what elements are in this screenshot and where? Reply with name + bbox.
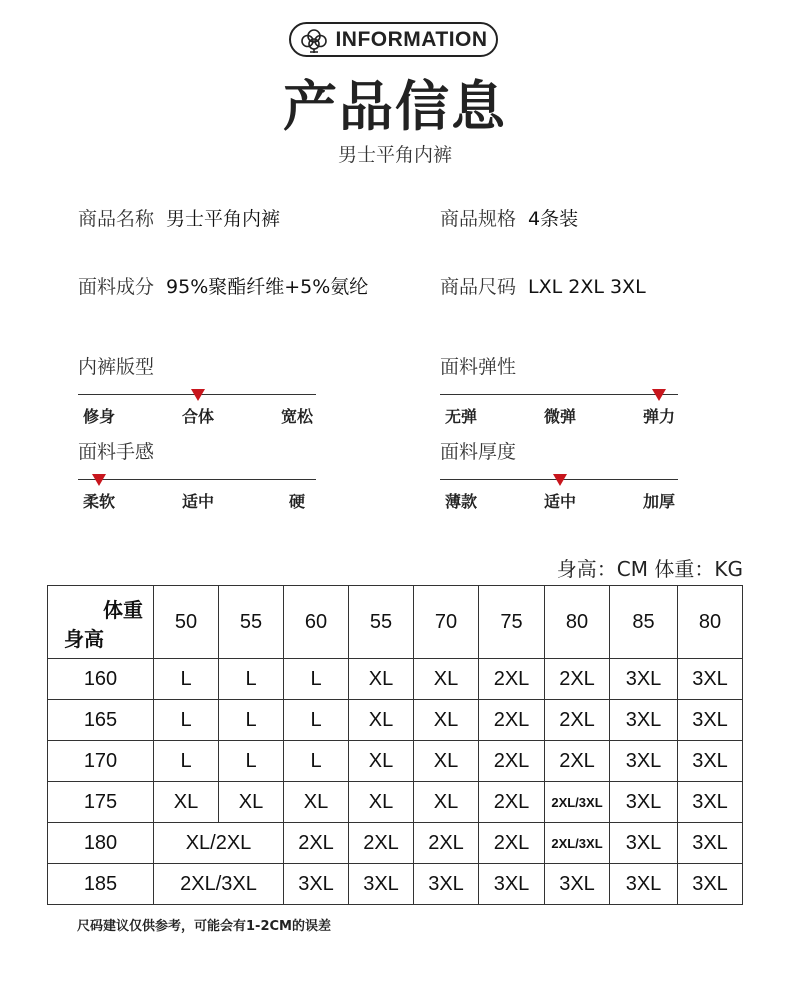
info-fabric-label: 面料成分 — [78, 276, 155, 298]
scale-fit-marker — [191, 389, 205, 401]
scale-elasticity-tick-1: 微弹 — [544, 407, 577, 426]
scale-elasticity-tick-2: 弹力 — [643, 407, 676, 426]
size-cell: L — [284, 659, 349, 700]
size-cell: 2XL — [414, 823, 479, 864]
size-cell: 3XL — [349, 864, 414, 905]
height-cell: 160 — [48, 659, 154, 700]
size-cell: 3XL — [678, 700, 743, 741]
size-cell: 3XL — [678, 864, 743, 905]
size-cell: 3XL — [284, 864, 349, 905]
table-row — [48, 782, 743, 823]
size-cell: XL — [349, 659, 414, 700]
size-cell: 3XL — [610, 659, 678, 700]
info-spec-label: 商品规格 — [440, 208, 517, 230]
scale-thickness-label: 面料厚度 — [440, 441, 517, 463]
height-header: 身高 — [64, 629, 104, 651]
height-cell: 180 — [48, 823, 154, 864]
size-cell: 2XL — [545, 741, 610, 782]
size-cell: 3XL — [610, 700, 678, 741]
weight-cell: 70 — [414, 586, 479, 659]
size-cell: L — [219, 659, 284, 700]
size-cell: XL — [349, 741, 414, 782]
size-cell-merged: XL/2XL — [154, 823, 284, 864]
size-cell: 2XL/3XL — [545, 782, 610, 823]
page-title: 产品信息 — [283, 75, 507, 138]
table-header-row — [48, 586, 743, 659]
weight-cell: 60 — [284, 586, 349, 659]
size-cell: XL — [154, 782, 219, 823]
scale-feel-tick-2: 硬 — [289, 492, 306, 511]
info-size — [440, 272, 646, 299]
size-cell: 3XL — [610, 823, 678, 864]
scale-thickness-marker — [553, 474, 567, 486]
info-fabric-value: 95%聚酯纤维+5%氨纶 — [166, 276, 369, 298]
size-cell: 3XL — [610, 782, 678, 823]
weight-header: 体重 — [103, 600, 143, 622]
table-row — [48, 864, 743, 905]
size-cell: 3XL — [678, 823, 743, 864]
size-cell: 3XL — [545, 864, 610, 905]
size-cell: XL — [414, 782, 479, 823]
weight-cell: 75 — [479, 586, 545, 659]
size-cell: XL — [349, 700, 414, 741]
size-cell: 2XL — [479, 659, 545, 700]
scale-fit-tick-1: 合体 — [182, 407, 215, 426]
scale-fit-tick-2: 宽松 — [281, 407, 314, 426]
info-name-value: 男士平角内裤 — [166, 208, 281, 230]
info-name — [78, 204, 280, 231]
size-cell: 3XL — [414, 864, 479, 905]
scale-fit-label: 内裤版型 — [78, 356, 155, 378]
scale-thickness-tick-1: 适中 — [544, 492, 577, 511]
size-cell: 3XL — [610, 864, 678, 905]
height-cell: 175 — [48, 782, 154, 823]
table-row — [48, 741, 743, 782]
scale-thickness-tick-0: 薄款 — [445, 492, 478, 511]
scale-feel-label: 面料手感 — [78, 441, 155, 463]
size-cell: XL — [284, 782, 349, 823]
scale-elasticity-marker — [652, 389, 666, 401]
size-cell: XL — [414, 700, 479, 741]
size-cell-merged: 2XL/3XL — [154, 864, 284, 905]
size-cell: 3XL — [610, 741, 678, 782]
scale-thickness-tick-2: 加厚 — [643, 492, 676, 511]
size-cell: L — [219, 700, 284, 741]
size-cell: 3XL — [479, 864, 545, 905]
table-row — [48, 659, 743, 700]
size-cell: XL — [414, 741, 479, 782]
info-size-label: 商品尺码 — [440, 276, 517, 298]
weight-cell: 55 — [219, 586, 284, 659]
size-cell: 3XL — [678, 782, 743, 823]
size-cell: XL — [349, 782, 414, 823]
scale-feel-tick-1: 适中 — [182, 492, 215, 511]
size-cell: L — [154, 659, 219, 700]
size-cell: L — [284, 700, 349, 741]
size-cell: 2XL — [479, 741, 545, 782]
size-cell: 2XL — [545, 700, 610, 741]
size-cell: L — [154, 741, 219, 782]
height-cell: 185 — [48, 864, 154, 905]
size-cell: XL — [414, 659, 479, 700]
size-cell: L — [284, 741, 349, 782]
scale-fit-tick-0: 修身 — [83, 407, 116, 426]
weight-cell: 80 — [545, 586, 610, 659]
scale-elasticity-line — [440, 394, 678, 395]
scale-elasticity-tick-0: 无弹 — [445, 407, 478, 426]
size-cell: 3XL — [678, 659, 743, 700]
units-caption: 身高：CM 体重：KG — [556, 557, 743, 581]
size-table — [47, 585, 743, 905]
info-fabric — [78, 272, 368, 299]
info-spec-value: 4条装 — [528, 208, 579, 230]
height-cell: 170 — [48, 741, 154, 782]
info-spec — [440, 204, 578, 231]
size-cell: XL — [219, 782, 284, 823]
scale-elasticity-label: 面料弹性 — [440, 356, 517, 378]
scale-feel-marker — [92, 474, 106, 486]
table-row — [48, 823, 743, 864]
size-cell: 2XL — [479, 782, 545, 823]
weight-cell: 85 — [610, 586, 678, 659]
table-row — [48, 700, 743, 741]
information-badge — [289, 22, 498, 57]
size-cell: L — [154, 700, 219, 741]
height-cell: 165 — [48, 700, 154, 741]
cotton-flower-icon — [299, 26, 329, 54]
size-cell: 2XL — [545, 659, 610, 700]
size-cell: 2XL — [349, 823, 414, 864]
size-cell: 2XL/3XL — [545, 823, 610, 864]
table-corner-cell — [48, 586, 154, 659]
scale-feel-line — [78, 479, 316, 480]
badge-text: INFORMATION — [335, 27, 488, 51]
size-cell: 2XL — [284, 823, 349, 864]
size-cell: 2XL — [479, 700, 545, 741]
size-disclaimer: 尺码建议仅供参考，可能会有1-2CM的误差 — [77, 919, 331, 934]
info-name-label: 商品名称 — [78, 208, 155, 230]
weight-cell: 50 — [154, 586, 219, 659]
size-cell: 3XL — [678, 741, 743, 782]
size-cell: L — [219, 741, 284, 782]
page-subtitle: 男士平角内裤 — [337, 144, 452, 166]
weight-cell: 55 — [349, 586, 414, 659]
weight-cell: 80 — [678, 586, 743, 659]
info-size-value: LXL 2XL 3XL — [528, 276, 646, 298]
size-cell: 2XL — [479, 823, 545, 864]
scale-feel-tick-0: 柔软 — [83, 492, 116, 511]
